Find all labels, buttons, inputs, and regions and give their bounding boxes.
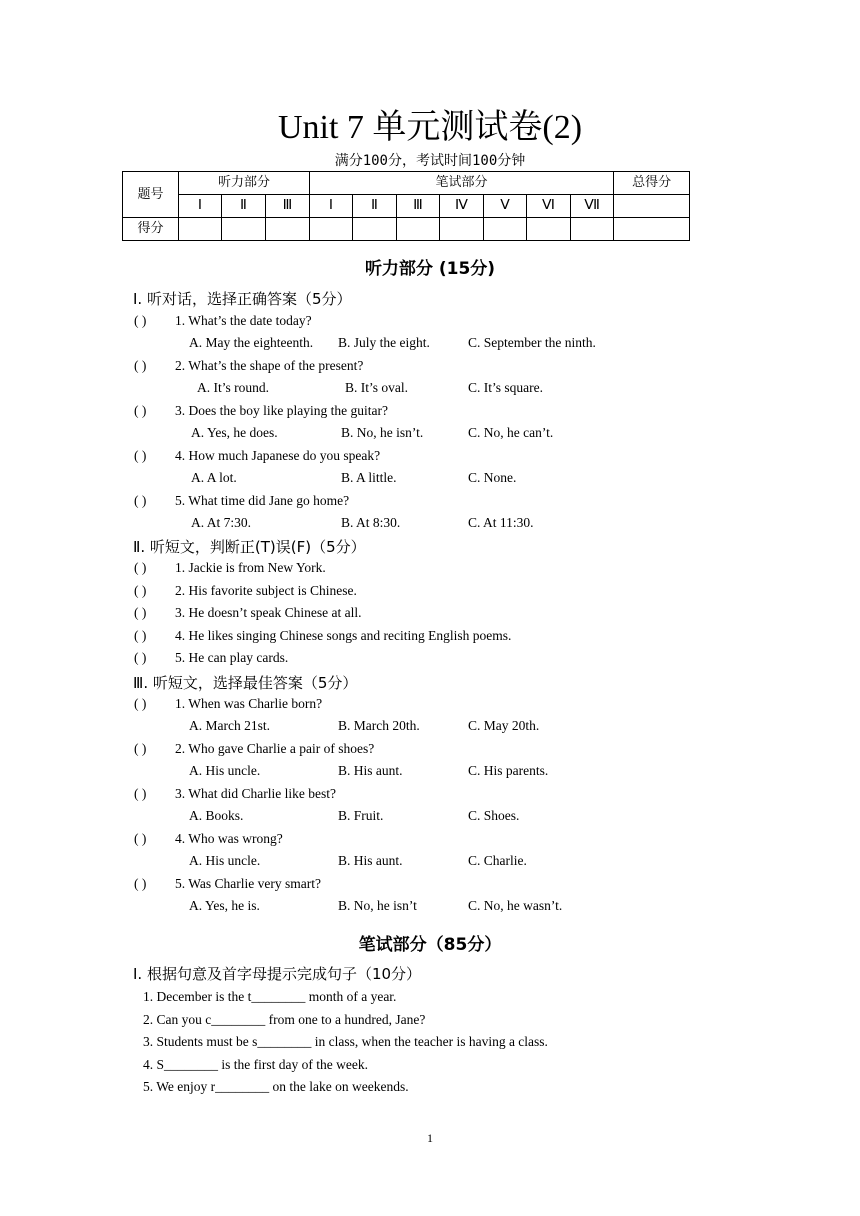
page-subtitle: 满分100分，考试时间100分钟: [334, 153, 526, 169]
listening-part2-heading: Ⅱ. 听短文，判断正(T)误(F)（5分）: [133, 538, 366, 556]
question-text: 2. What’s the shape of the present?: [175, 358, 364, 373]
writing-section-title: 笔试部分（85分）: [358, 935, 502, 955]
score-cell[interactable]: [353, 218, 397, 241]
option-b[interactable]: B. July the eight.: [338, 335, 430, 350]
writing-part1-heading: Ⅰ. 根据句意及首字母提示完成句子（10分）: [133, 965, 422, 983]
score-cell[interactable]: [614, 218, 690, 241]
answer-bracket[interactable]: ( ): [134, 876, 147, 891]
option-a[interactable]: A. A lot.: [191, 470, 237, 485]
score-cell[interactable]: [527, 218, 571, 241]
question-text: 1. What’s the date today?: [175, 313, 312, 328]
statement-text: 5. He can play cards.: [175, 650, 289, 666]
writing-col: Ⅲ: [397, 195, 440, 218]
question-text: 4. Who was wrong?: [175, 831, 283, 846]
page-number: 1: [427, 1131, 433, 1145]
question-text: 3. Does the boy like playing the guitar?: [175, 403, 388, 418]
option-c[interactable]: C. Charlie.: [468, 853, 527, 868]
option-c[interactable]: C. None.: [468, 470, 517, 485]
option-a[interactable]: A. Books.: [189, 808, 244, 823]
option-a[interactable]: A. Yes, he is.: [189, 898, 260, 913]
option-a[interactable]: A. May the eighteenth.: [189, 335, 314, 350]
listening-header-cell: 听力部分: [179, 172, 310, 195]
answer-bracket[interactable]: ( ): [134, 358, 147, 373]
listening-section-title: 听力部分 (15分): [364, 259, 496, 279]
fill-blank-sentence[interactable]: 2. Can you c________ from one to a hundred, Jane?: [143, 1011, 426, 1027]
option-c[interactable]: C. No, he can’t.: [468, 425, 554, 440]
option-c[interactable]: C. At 11:30.: [468, 515, 534, 530]
fill-blank-sentence[interactable]: 5. We enjoy r________ on the lake on weekends.: [143, 1079, 409, 1095]
fill-blank-sentence[interactable]: 4. S________ is the first day of the week.: [143, 1056, 368, 1072]
writing-col: Ⅴ: [484, 195, 527, 218]
writing-header-cell: 笔试部分: [310, 172, 614, 195]
option-c[interactable]: C. It’s square.: [468, 380, 543, 395]
writing-col: Ⅳ: [440, 195, 484, 218]
option-c[interactable]: C. May 20th.: [468, 718, 540, 733]
answer-bracket[interactable]: ( ): [134, 741, 147, 756]
statement-text: 2. His favorite subject is Chinese.: [175, 582, 357, 598]
total-header-cell: 总得分: [614, 172, 690, 195]
listening-part1-heading: Ⅰ. 听对话，选择正确答案（5分）: [133, 290, 352, 308]
page-title: Unit 7 单元测试卷(2): [277, 109, 583, 146]
row-label-cell: 题号: [123, 172, 179, 218]
answer-bracket[interactable]: ( ): [134, 560, 147, 575]
listening-part3-heading: Ⅲ. 听短文，选择最佳答案（5分）: [133, 674, 358, 692]
writing-col: Ⅱ: [353, 195, 397, 218]
score-cell[interactable]: [310, 218, 353, 241]
option-a[interactable]: A. At 7:30.: [191, 515, 252, 530]
option-b[interactable]: B. No, he isn’t: [338, 898, 417, 913]
option-a[interactable]: A. Yes, he does.: [191, 425, 278, 440]
option-c[interactable]: C. September the ninth.: [468, 335, 596, 350]
statement-text: 4. He likes singing Chinese songs and reciting English poems.: [175, 627, 512, 643]
writing-col: Ⅰ: [310, 195, 353, 218]
answer-bracket[interactable]: ( ): [134, 582, 147, 598]
answer-bracket[interactable]: ( ): [134, 786, 147, 801]
option-b[interactable]: B. Fruit.: [338, 808, 384, 823]
score-cell[interactable]: [179, 218, 222, 241]
writing-col: Ⅶ: [571, 195, 614, 218]
option-c[interactable]: C. His parents.: [468, 763, 549, 778]
listening-col: Ⅰ: [179, 195, 222, 218]
score-cell[interactable]: [397, 218, 440, 241]
fill-blank-sentence[interactable]: 1. December is the t________ month of a year.: [143, 989, 397, 1004]
option-c[interactable]: C. No, he wasn’t.: [468, 898, 563, 913]
score-cell[interactable]: [440, 218, 484, 241]
answer-bracket[interactable]: ( ): [134, 696, 147, 711]
option-a[interactable]: A. His uncle.: [189, 853, 261, 868]
option-a[interactable]: A. It’s round.: [197, 380, 269, 395]
answer-bracket[interactable]: ( ): [134, 313, 147, 328]
question-text: 3. What did Charlie like best?: [175, 786, 336, 801]
answer-bracket[interactable]: ( ): [134, 605, 147, 621]
answer-bracket[interactable]: ( ): [134, 493, 147, 508]
statement-text: 3. He doesn’t speak Chinese at all.: [175, 605, 362, 621]
question-text: 5. What time did Jane go home?: [175, 493, 350, 508]
score-cell[interactable]: [222, 218, 266, 241]
total-score-cell[interactable]: [614, 195, 690, 218]
fill-blank-sentence[interactable]: 3. Students must be s________ in class, when the teacher is having a class.: [143, 1034, 548, 1050]
answer-bracket[interactable]: ( ): [134, 403, 147, 418]
score-table: [122, 171, 690, 241]
option-b[interactable]: B. A little.: [341, 470, 397, 485]
answer-bracket[interactable]: ( ): [134, 831, 147, 846]
answer-bracket[interactable]: ( ): [134, 448, 147, 463]
answer-bracket[interactable]: ( ): [134, 650, 147, 666]
question-text: 2. Who gave Charlie a pair of shoes?: [175, 741, 375, 756]
option-b[interactable]: B. At 8:30.: [341, 515, 401, 530]
question-text: 5. Was Charlie very smart?: [175, 876, 321, 891]
option-b[interactable]: B. No, he isn’t.: [341, 425, 424, 440]
question-text: 1. When was Charlie born?: [175, 696, 323, 711]
option-b[interactable]: B. March 20th.: [338, 718, 420, 733]
listening-col: Ⅲ: [266, 195, 310, 218]
option-a[interactable]: A. March 21st.: [189, 718, 270, 733]
option-a[interactable]: A. His uncle.: [189, 763, 261, 778]
listening-col: Ⅱ: [222, 195, 266, 218]
writing-col: Ⅵ: [527, 195, 571, 218]
score-label-cell: 得分: [123, 218, 179, 241]
score-cell[interactable]: [266, 218, 310, 241]
question-text: 4. How much Japanese do you speak?: [175, 448, 381, 463]
option-b[interactable]: B. His aunt.: [338, 763, 403, 778]
score-cell[interactable]: [571, 218, 614, 241]
score-cell[interactable]: [484, 218, 527, 241]
option-b[interactable]: B. It’s oval.: [345, 380, 408, 395]
statement-text: 1. Jackie is from New York.: [175, 560, 326, 575]
answer-bracket[interactable]: ( ): [134, 627, 147, 643]
option-c[interactable]: C. Shoes.: [468, 808, 520, 823]
option-b[interactable]: B. His aunt.: [338, 853, 403, 868]
